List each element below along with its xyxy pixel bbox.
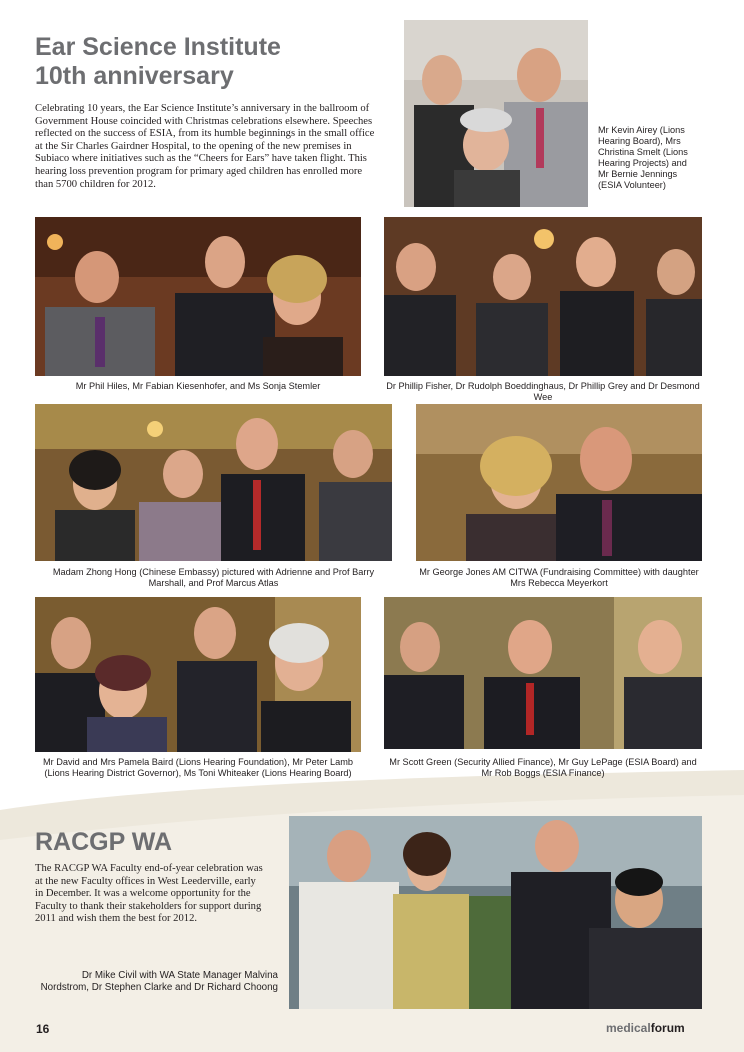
photo-5-caption: Mr David and Mrs Pamela Baird (Lions Hearing Foundation), Mr Peter Lamb (Lions Hearing District Governor), Ms Toni Whiteaker (Lions Hearing Board): [43, 757, 353, 778]
brand-logo: [606, 1021, 685, 1035]
article-title: [35, 33, 281, 91]
article-title-line2: 10th anniversary: [35, 62, 234, 90]
racgp-title: RACGP WA: [35, 828, 173, 856]
photo-top-caption: Mr Kevin Airey (Lions Hearing Board), Mrs Christina Smelt (Lions Hearing Projects) and Mr Bernie Jennings (ESIA Volunteer): [598, 125, 688, 190]
photo-racgp: [289, 816, 702, 1009]
photo-top: [404, 20, 588, 207]
photo-3-caption: Madam Zhong Hong (Chinese Embassy) pictured with Adrienne and Prof Barry Marshall, and Prof Marcus Atlas: [52, 567, 375, 588]
article-title-line1: Ear Science Institute: [35, 33, 281, 61]
article-body: Celebrating 10 years, the Ear Science Institute’s anniversary in the ballroom of Government House coincided with Christmas celebrations elsewhere. Speeches reflected on the success of ESIA, from its humble beginnings in the small office at the Sir Charles Gairdner Hospital, to the opening of the new premises in Subiaco where initiatives such as the “Cheers for Ears” have taken flight. This hearing loss prevention program for primary aged children has enrolled more than 5700 children for 2012.: [35, 103, 375, 190]
racgp-body: The RACGP WA Faculty end-of-year celebration was at the new Faculty offices in West Leederville, early in December. It was a welcome opportunity for the Faculty to thank their stakeholders for support during 2011 and wish them the best for 2012.: [35, 863, 263, 925]
photo-4-caption: Mr George Jones AM CITWA (Fundraising Committee) with daughter Mrs Rebecca Meyerkort: [419, 567, 699, 588]
brand-logo-part2: forum: [650, 1021, 685, 1035]
racgp-caption: Dr Mike Civil with WA State Manager Malvina Nordstrom, Dr Stephen Clarke and Dr Richard Choong: [40, 970, 278, 993]
photo-5: [35, 597, 361, 752]
photo-6-caption: Mr Scott Green (Security Allied Finance), Mr Guy LePage (ESIA Board) and Mr Rob Boggs (ESIA Finance): [389, 757, 697, 778]
photo-1: [35, 217, 361, 376]
photo-4: [416, 404, 702, 561]
brand-logo-part1: medical: [606, 1021, 651, 1035]
photo-3: [35, 404, 392, 561]
photo-1-caption: Mr Phil Hiles, Mr Fabian Kiesenhofer, and Ms Sonja Stemler: [75, 381, 321, 391]
photo-2: [384, 217, 702, 376]
page-number: 16: [36, 1022, 50, 1036]
photo-6: [384, 597, 702, 749]
photo-2-caption: Dr Phillip Fisher, Dr Rudolph Boeddinghaus, Dr Phillip Grey and Dr Desmond Wee: [386, 381, 700, 402]
